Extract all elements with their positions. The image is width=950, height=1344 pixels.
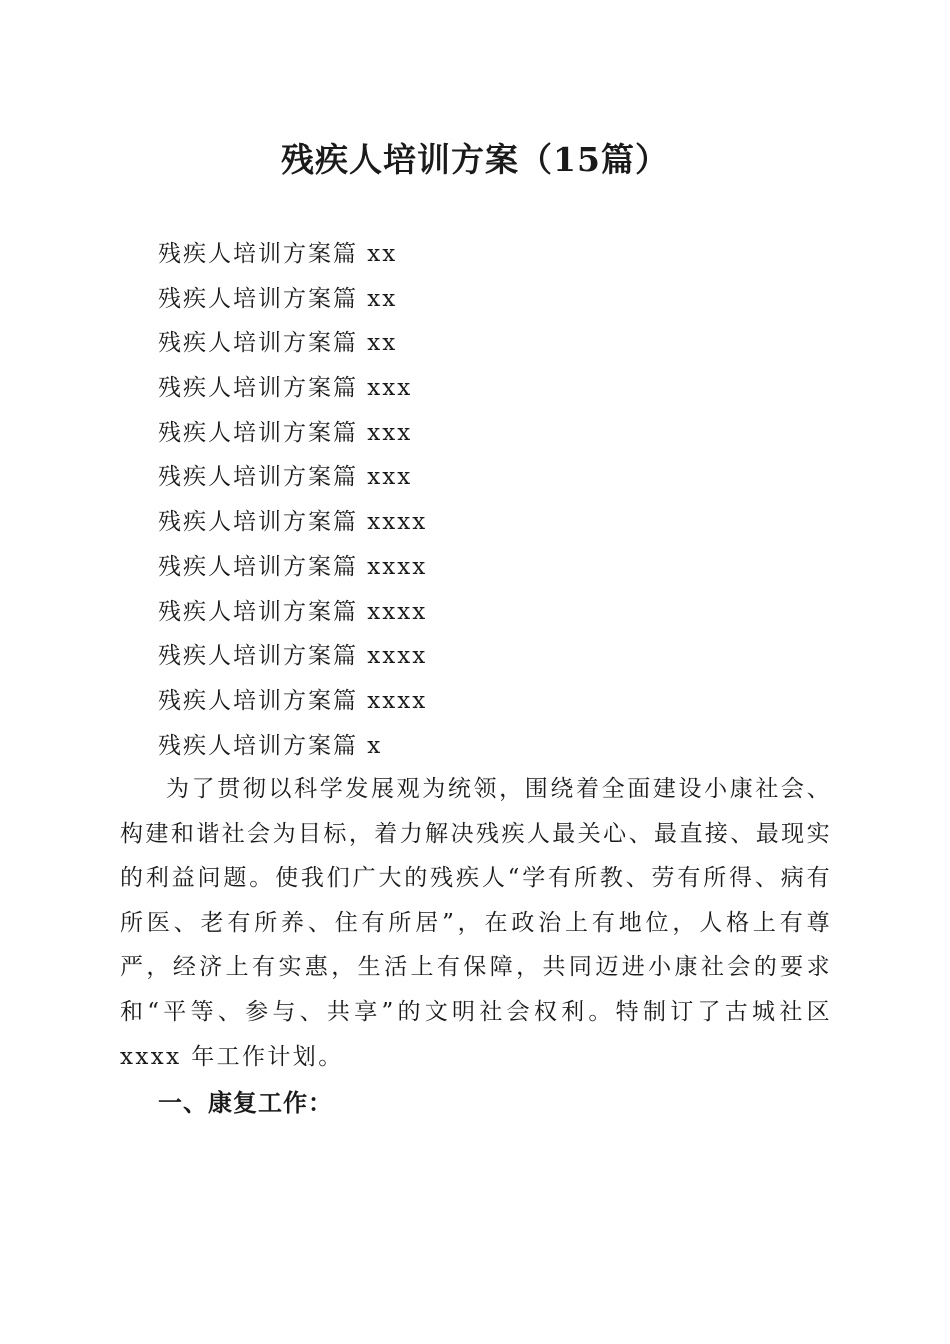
document-title: 残疾人培训方案（15篇）	[281, 140, 669, 179]
intro-paragraph: 为了贯彻以科学发展观为统领，围绕着全面建设小康社会、构建和谐社会为目标，着力解决残疾人最关心、最直接、最现实的利益问题。使我们广大的残疾人“学有所教、劳有所得、病有所医、老有所养、住有所居”，在政治上有地位，人格上有尊严，经济上有实惠，生活上有保障，共同迈进小康社会的要求和“平等、参与、共享”的文明社会权利。特制订了古城社区 xxxx 年工作计划。	[120, 776, 832, 1070]
toc-item: 残疾人培训方案篇 xxxx	[158, 643, 428, 670]
section-heading: 一、康复工作：	[158, 1088, 333, 1117]
toc-item: 残疾人培训方案篇 xx	[158, 330, 398, 357]
toc-item: 残疾人培训方案篇 xxxx	[158, 553, 428, 580]
toc-item: 残疾人培训方案篇 xxx	[158, 464, 413, 491]
table-of-contents	[158, 232, 427, 768]
toc-item: 残疾人培训方案篇 x	[158, 732, 383, 759]
toc-item: 残疾人培训方案篇 xxxx	[158, 509, 428, 536]
toc-item: 残疾人培训方案篇 xx	[158, 241, 398, 267]
toc-item: 残疾人培训方案篇 xx	[158, 285, 398, 312]
toc-item: 残疾人培训方案篇 xxx	[158, 375, 413, 402]
toc-item: 残疾人培训方案篇 xxx	[158, 419, 413, 446]
toc-item: 残疾人培训方案篇 xxxx	[158, 598, 428, 625]
toc-item: 残疾人培训方案篇 xxxx	[158, 687, 428, 714]
